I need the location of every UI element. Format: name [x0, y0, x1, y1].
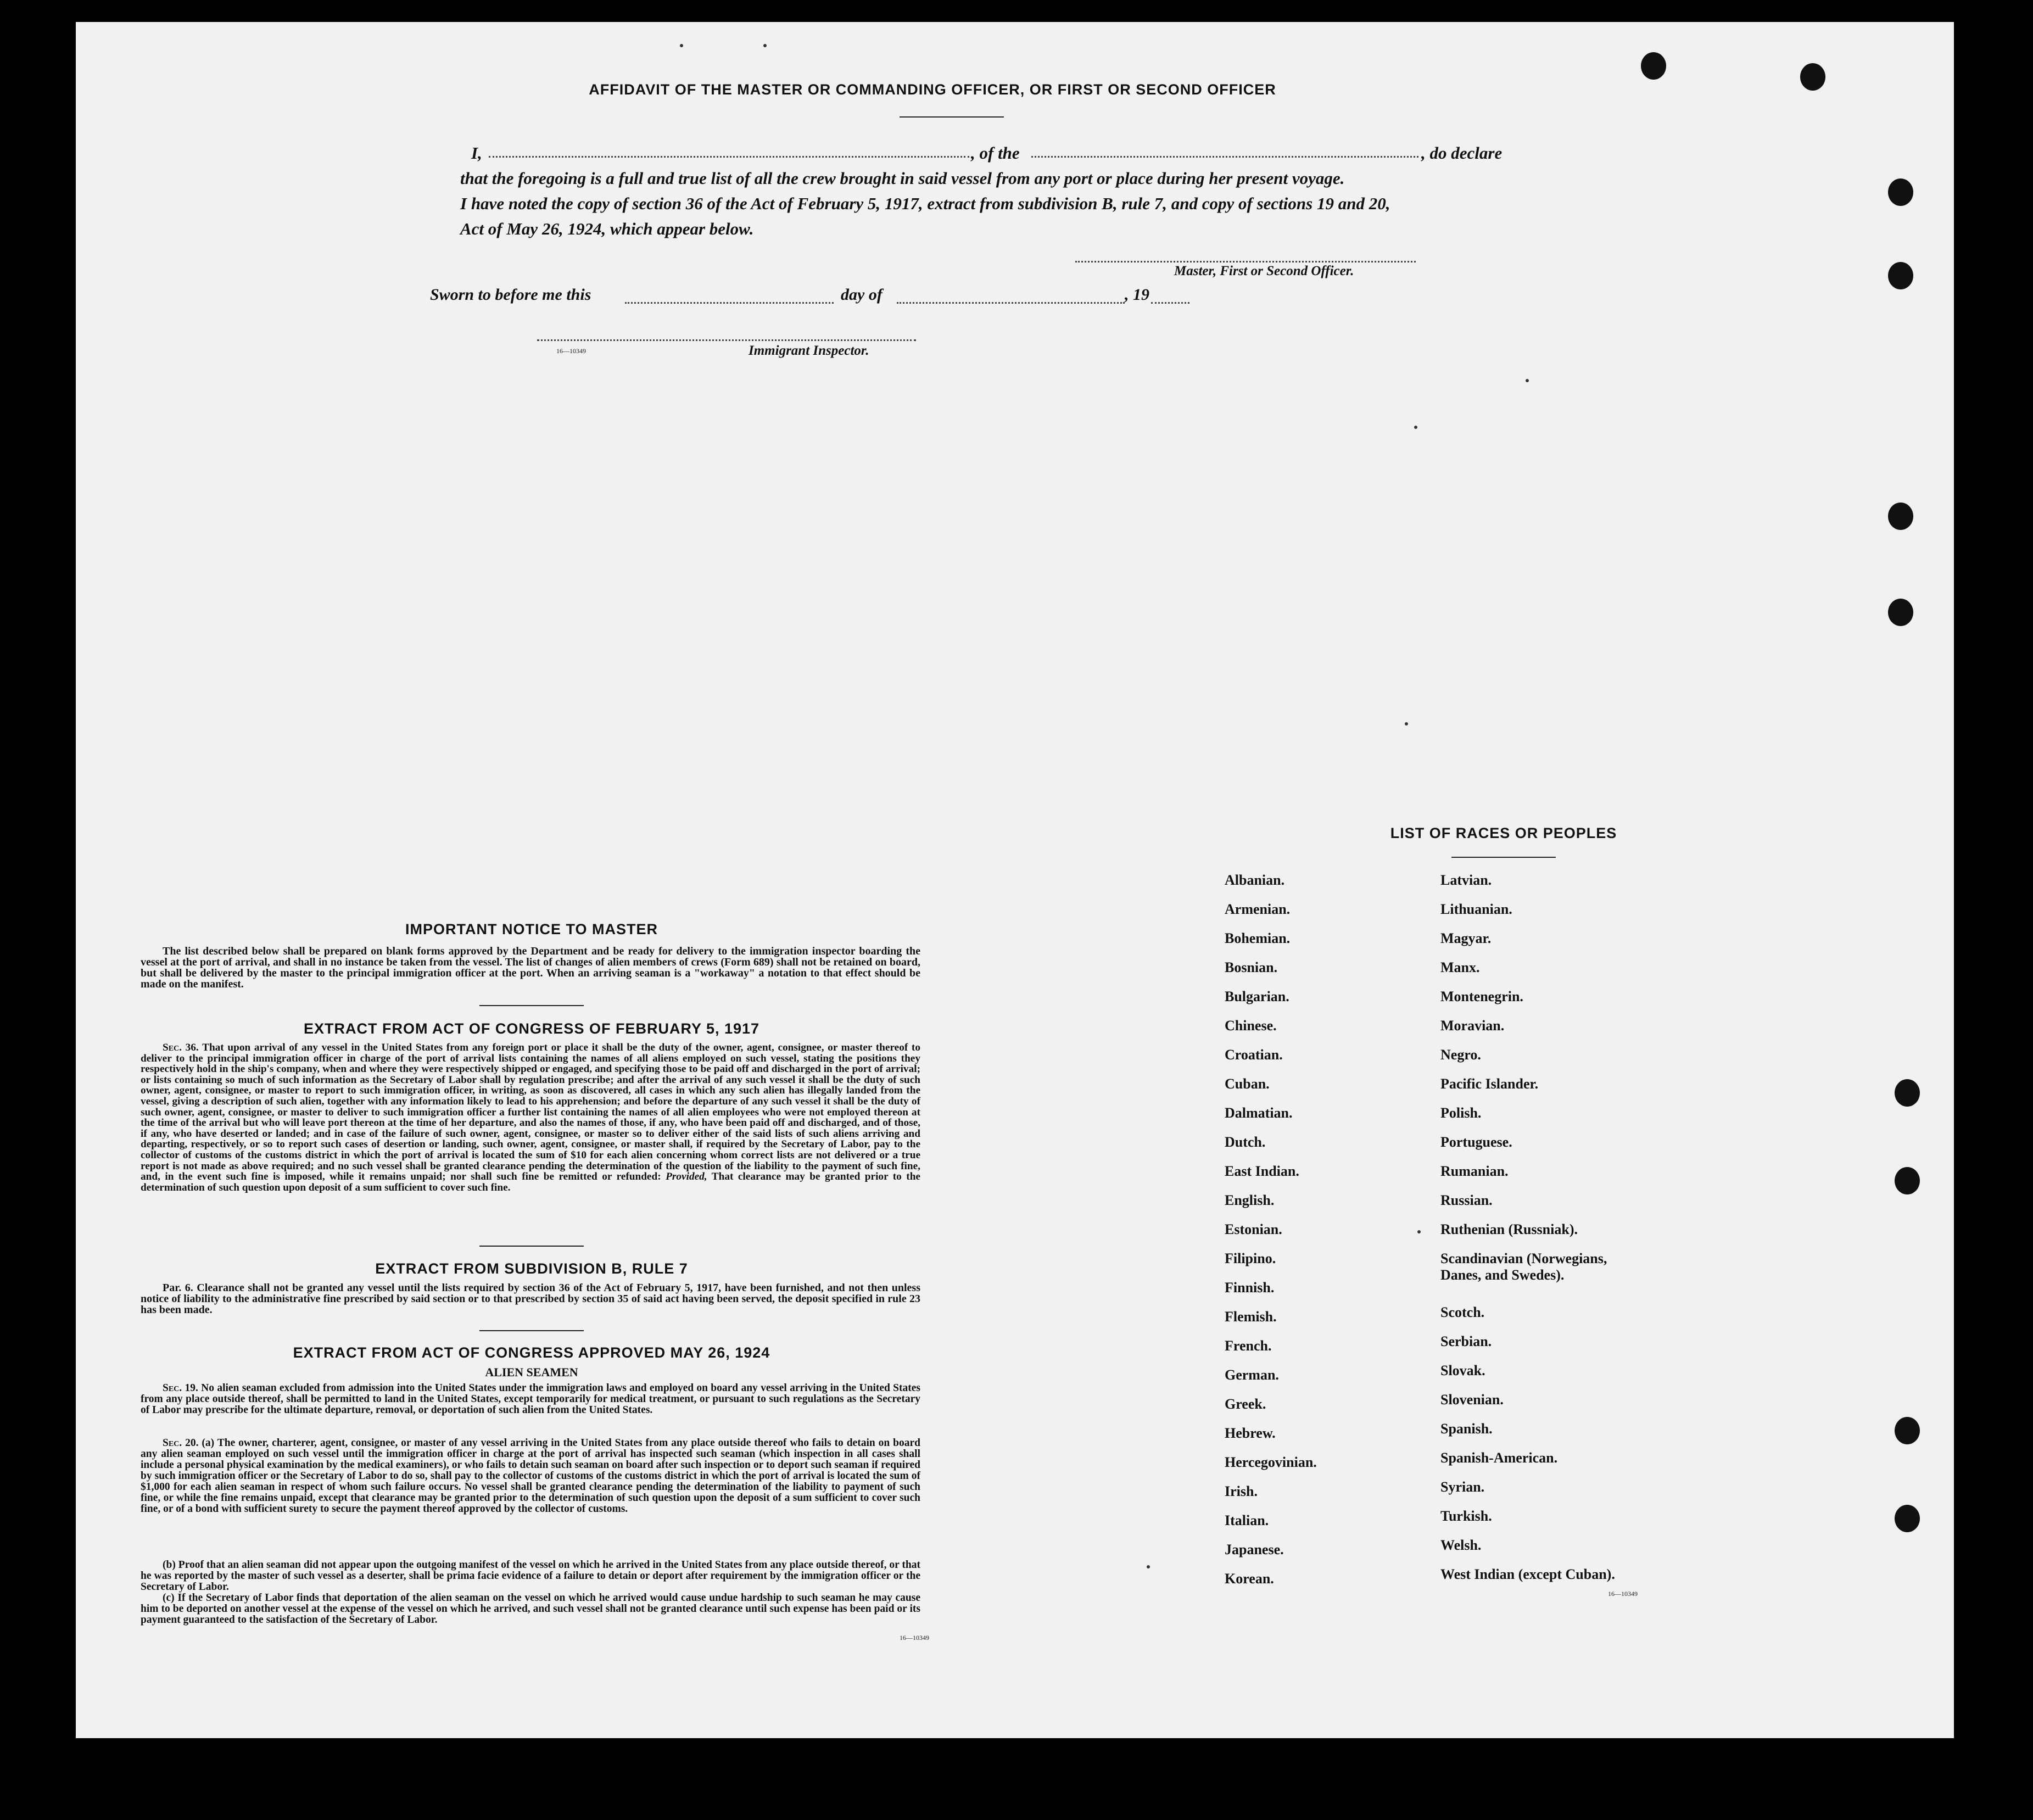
sworn-month-field[interactable]: [897, 302, 1125, 304]
sworn-year: , 19: [1125, 286, 1149, 304]
race-item-right: Portuguese.: [1440, 1134, 1512, 1150]
rule7-title: EXTRACT FROM SUBDIVISION B, RULE 7: [375, 1260, 688, 1277]
affiant-i: I,: [471, 143, 482, 163]
proviso-label: Provided,: [666, 1171, 707, 1183]
sec20c-body: (c) If the Secretary of Labor finds that deportation of the alien seaman on the vessel on which he arrived would cause undue hardship to such seaman he may cause him to be deported on another vessel at the expense of the vessel on which he arrived, and such vessel shall not be granted clearance until such expense has been paid or its payment guaranteed to the satisfaction of the Secretary of Labor.: [141, 1592, 920, 1626]
race-item-right: Magyar.: [1440, 930, 1492, 946]
master-signature-field[interactable]: [1075, 261, 1416, 263]
extract-1917-body: [141, 1042, 920, 1193]
race-item-right: Rumanian.: [1440, 1163, 1509, 1179]
race-item-right: Scotch.: [1440, 1304, 1485, 1320]
race-item-right: Slovenian.: [1440, 1392, 1504, 1408]
race-item-left: Dutch.: [1225, 1134, 1266, 1150]
vessel-name-field[interactable]: [1031, 156, 1418, 158]
race-item-right: Welsh.: [1440, 1537, 1482, 1553]
section-label: Sec. 19.: [163, 1382, 198, 1394]
races-title: LIST OF RACES OR PEOPLES: [1390, 825, 1617, 841]
section-rule: [479, 1330, 584, 1331]
speck: [1405, 722, 1408, 725]
form-number: 16—10349: [1608, 1590, 1638, 1598]
title-rule: [900, 116, 1004, 118]
race-item-left: Irish.: [1225, 1483, 1258, 1499]
section-rule: [479, 1246, 584, 1247]
race-item-right: Ruthenian (Russniak).: [1440, 1221, 1578, 1237]
race-item-left: Cuban.: [1225, 1076, 1270, 1092]
master-signature-caption: Master, First or Second Officer.: [1174, 264, 1354, 278]
document-page: [76, 22, 1954, 1738]
sec19-text: No alien seaman excluded from admission into the United States under the immigration laws and employed on board any vessel arriving in the United States from any place outside thereof, shall be permitted to land in the United States, except temporarily for medical treatment, or pursuant to such regulations as the Secretary of Labor may prescribe for the ultimate departure, removal, or deportation of such alien from the United States.: [141, 1382, 920, 1416]
sworn-year-field[interactable]: [1151, 302, 1189, 304]
punch-hole: [1895, 1417, 1920, 1444]
affiant-name-field[interactable]: [489, 156, 969, 158]
race-item-right: Montenegrin.: [1440, 989, 1523, 1004]
speck: [763, 44, 767, 47]
alien-seamen-subtitle: ALIEN SEAMEN: [485, 1365, 578, 1379]
inspector-signature-field[interactable]: [537, 339, 916, 341]
sworn-day-field[interactable]: [625, 302, 834, 304]
speck: [1414, 426, 1417, 429]
race-item-right: Turkish.: [1440, 1508, 1492, 1524]
race-item-right: Negro.: [1440, 1047, 1481, 1063]
section-label: Sec. 36.: [163, 1042, 199, 1053]
form-number: 16—10349: [556, 347, 586, 355]
affidavit-line-2: that the foregoing is a full and true list of all the crew brought in said vessel from any port or place during her present voyage.: [460, 169, 1345, 188]
race-item-left: Croatian.: [1225, 1047, 1283, 1063]
section-rule: [479, 1005, 584, 1006]
sec20b-body: (b) Proof that an alien seaman did not appear upon the outgoing manifest of the vessel on which he arrived in the United States from any place outside thereof, or that he was reported by the master of such vessel as a deserter, shall be prima facie evidence of a failure to detain or deport after requirement by the immigration officer or the Secretary of Labor.: [141, 1559, 920, 1593]
race-item-left: Hercegovinian.: [1225, 1454, 1317, 1470]
race-item-left: Filipino.: [1225, 1250, 1276, 1266]
race-item-right: Spanish.: [1440, 1421, 1493, 1437]
punch-hole: [1888, 262, 1913, 289]
race-item-left: Italian.: [1225, 1512, 1269, 1528]
of-the-label: , of the: [971, 143, 1020, 163]
race-item-left: Greek.: [1225, 1396, 1266, 1412]
affidavit-title: AFFIDAVIT OF THE MASTER OR COMMANDING OFFICER, OR FIRST OR SECOND OFFICER: [589, 81, 1276, 98]
extract-1917-title: EXTRACT FROM ACT OF CONGRESS OF FEBRUARY 5, 1917: [303, 1020, 760, 1037]
punch-hole: [1895, 1505, 1920, 1532]
extract-1917-text: That upon arrival of any vessel in the United States from any foreign port or place it shall be the duty of the owner, agent, consignee, or master thereof to deliver to the principal immigration officer in charge of the port of arrival lists containing the names of all aliens employed on such vessel, stating the positions they respectively hold in the ship's company, when and where they were respectively shipped or engaged, and specifying those to be paid off and discharged in the port of arrival; or lists containing so much of such information as the Secretary of Labor shall by regulation prescribe; and after the arrival of any such vessel it shall be the duty of such owner, agent, consignee, or master to report to such immigration officer, in writing, as soon as discovered, all cases in which any such alien has illegally landed from the vessel, giving a description of such alien, together with any information likely to lead to his apprehension; and before the departure of any such vessel it shall be the duty of such owner, agent, consignee, or master to deliver to such immigration officer a further list containing the names of all alien employees who were not employed thereon at the time of the arrival but who will leave port thereon at the time of her departure, and also the names of those, if any, who have been paid off and discharged, and of those, if any, who have deserted or landed; and in case of the failure of such owner, agent, consignee, or master so to deliver either of the said lists of such aliens arriving and departing, respectively, or so to report such cases of desertion or landing, such owner, agent, consignee, or master shall, if required by the Secretary of Labor, pay to the collector of customs of the customs district in which the port of arrival is located the sum of $10 for each alien concerning whom correct lists are not delivered or a true report is not made as above required; and no such vessel shall be granted clearance pending the determination of the question of the liability to the payment of such fine, and, in the event such fine is imposed, while it remains unpaid; nor shall such fine be remitted or refunded:: [141, 1042, 920, 1183]
punch-hole: [1641, 52, 1666, 80]
punch-hole: [1895, 1079, 1920, 1107]
race-item-left: French.: [1225, 1338, 1272, 1354]
race-item-left: Korean.: [1225, 1571, 1274, 1587]
sworn-day-of: day of: [841, 286, 883, 304]
race-item-right: Pacific Islander.: [1440, 1076, 1539, 1092]
affidavit-line-3: I have noted the copy of section 36 of the Act of February 5, 1917, extract from subdivision B, rule 7, and copy of sections 19 and 20,: [460, 194, 1390, 213]
speck: [1417, 1230, 1421, 1233]
punch-hole: [1895, 1167, 1920, 1194]
race-item-left: Dalmatian.: [1225, 1105, 1293, 1121]
race-item-right: Syrian.: [1440, 1479, 1485, 1495]
extract-1924-title: EXTRACT FROM ACT OF CONGRESS APPROVED MAY 26, 1924: [293, 1344, 770, 1361]
notice-body: The list described below shall be prepared on blank forms approved by the Department and be ready for delivery to the immigration inspector boarding the vessel at the port of arrival, and shall in no instance be taken from the vessel. The list of changes of alien members of crews (Form 689) shall not be retained on board, but shall be delivered by the master to the principal immigration officer at the port. When an arriving seaman is a "workaway" a notation to that effect should be made on the manifest.: [141, 945, 920, 990]
race-item-left: Bohemian.: [1225, 930, 1291, 946]
sec19-body: [141, 1383, 920, 1416]
race-item-left: Finnish.: [1225, 1280, 1275, 1296]
race-item-right: Moravian.: [1440, 1018, 1505, 1034]
race-item-left: Chinese.: [1225, 1018, 1277, 1034]
punch-hole: [1888, 503, 1913, 530]
race-item-left: Bosnian.: [1225, 959, 1278, 975]
rule7-body: Par. 6. Clearance shall not be granted any vessel until the lists required by section 36 of the Act of February 5, 1917, have been furnished, and not then unless notice of liability to the administrative fine prescribed by said section or to that prescribed by section 35 of said act having been served, the deposit specified in rule 23 has been made.: [141, 1282, 920, 1316]
race-item-left: Japanese.: [1225, 1542, 1284, 1557]
affidavit-line-4: Act of May 26, 1924, which appear below.: [460, 219, 754, 238]
race-item-left: Flemish.: [1225, 1309, 1277, 1325]
race-item-right: Scandinavian (Norwegians, Danes, and Swedes).: [1440, 1250, 1607, 1283]
race-item-left: Bulgarian.: [1225, 989, 1289, 1004]
form-number: 16—10349: [900, 1634, 929, 1642]
race-item-right: Manx.: [1440, 959, 1480, 975]
punch-hole: [1888, 599, 1913, 626]
punch-hole: [1800, 63, 1825, 91]
sworn-prefix: Sworn to before me this: [430, 286, 591, 304]
race-item-right: Lithuanian.: [1440, 901, 1512, 917]
race-item-right: Spanish-American.: [1440, 1450, 1558, 1466]
speck: [680, 44, 683, 47]
notice-title: IMPORTANT NOTICE TO MASTER: [405, 921, 658, 937]
race-item-left: German.: [1225, 1367, 1279, 1383]
race-item-left: East Indian.: [1225, 1163, 1299, 1179]
title-rule: [1451, 857, 1556, 858]
race-item-right: Latvian.: [1440, 872, 1492, 888]
speck: [1147, 1565, 1150, 1568]
inspector-caption: Immigrant Inspector.: [749, 343, 869, 358]
do-declare-label: , do declare: [1421, 143, 1503, 163]
race-item-left: Armenian.: [1225, 901, 1291, 917]
race-item-right: West Indian (except Cuban).: [1440, 1566, 1615, 1582]
race-item-left: Albanian.: [1225, 872, 1285, 888]
race-item-left: Hebrew.: [1225, 1425, 1276, 1441]
race-item-right: Polish.: [1440, 1105, 1482, 1121]
sec20a-body: [141, 1438, 920, 1515]
race-item-left: Estonian.: [1225, 1221, 1282, 1237]
race-item-left: English.: [1225, 1192, 1275, 1208]
race-item-right: Russian.: [1440, 1192, 1493, 1208]
race-item-right: Serbian.: [1440, 1333, 1492, 1349]
section-label: Sec. 20.: [163, 1437, 199, 1449]
punch-hole: [1888, 178, 1913, 206]
proviso-text: That clearance may be granted prior to the determination of such question upon deposit of a sum sufficient to cover such fine.: [141, 1171, 920, 1193]
sec20a-text: (a) The owner, charterer, agent, consignee, or master of any vessel arriving in the United States from any place outside thereof who fails to detain on board any alien seaman employed on such vessel until the immigration officer in charge at the port of arrival has inspected such seaman (which inspection in all cases shall include a personal physical examination by the medical examiners), or who fails to detain such seaman on board after such inspection or to deport such seaman if required by such immigration officer or the Secretary of Labor to do so, shall pay to the collector of customs of the customs district in which the port of arrival is located the sum of $1,000 for each alien seaman in respect of whom such failure occurs. No vessel shall be granted clearance pending the determination of the liability to payment of such fine, or while the fine remains unpaid, except that clearance may be granted prior to the determination of such question upon the deposit of a sum sufficient to cover such fine, or of a bond with sufficient surety to secure the payment thereof approved by the collector of customs.: [141, 1437, 921, 1515]
speck: [1526, 379, 1529, 382]
race-item-right: Slovak.: [1440, 1363, 1485, 1378]
